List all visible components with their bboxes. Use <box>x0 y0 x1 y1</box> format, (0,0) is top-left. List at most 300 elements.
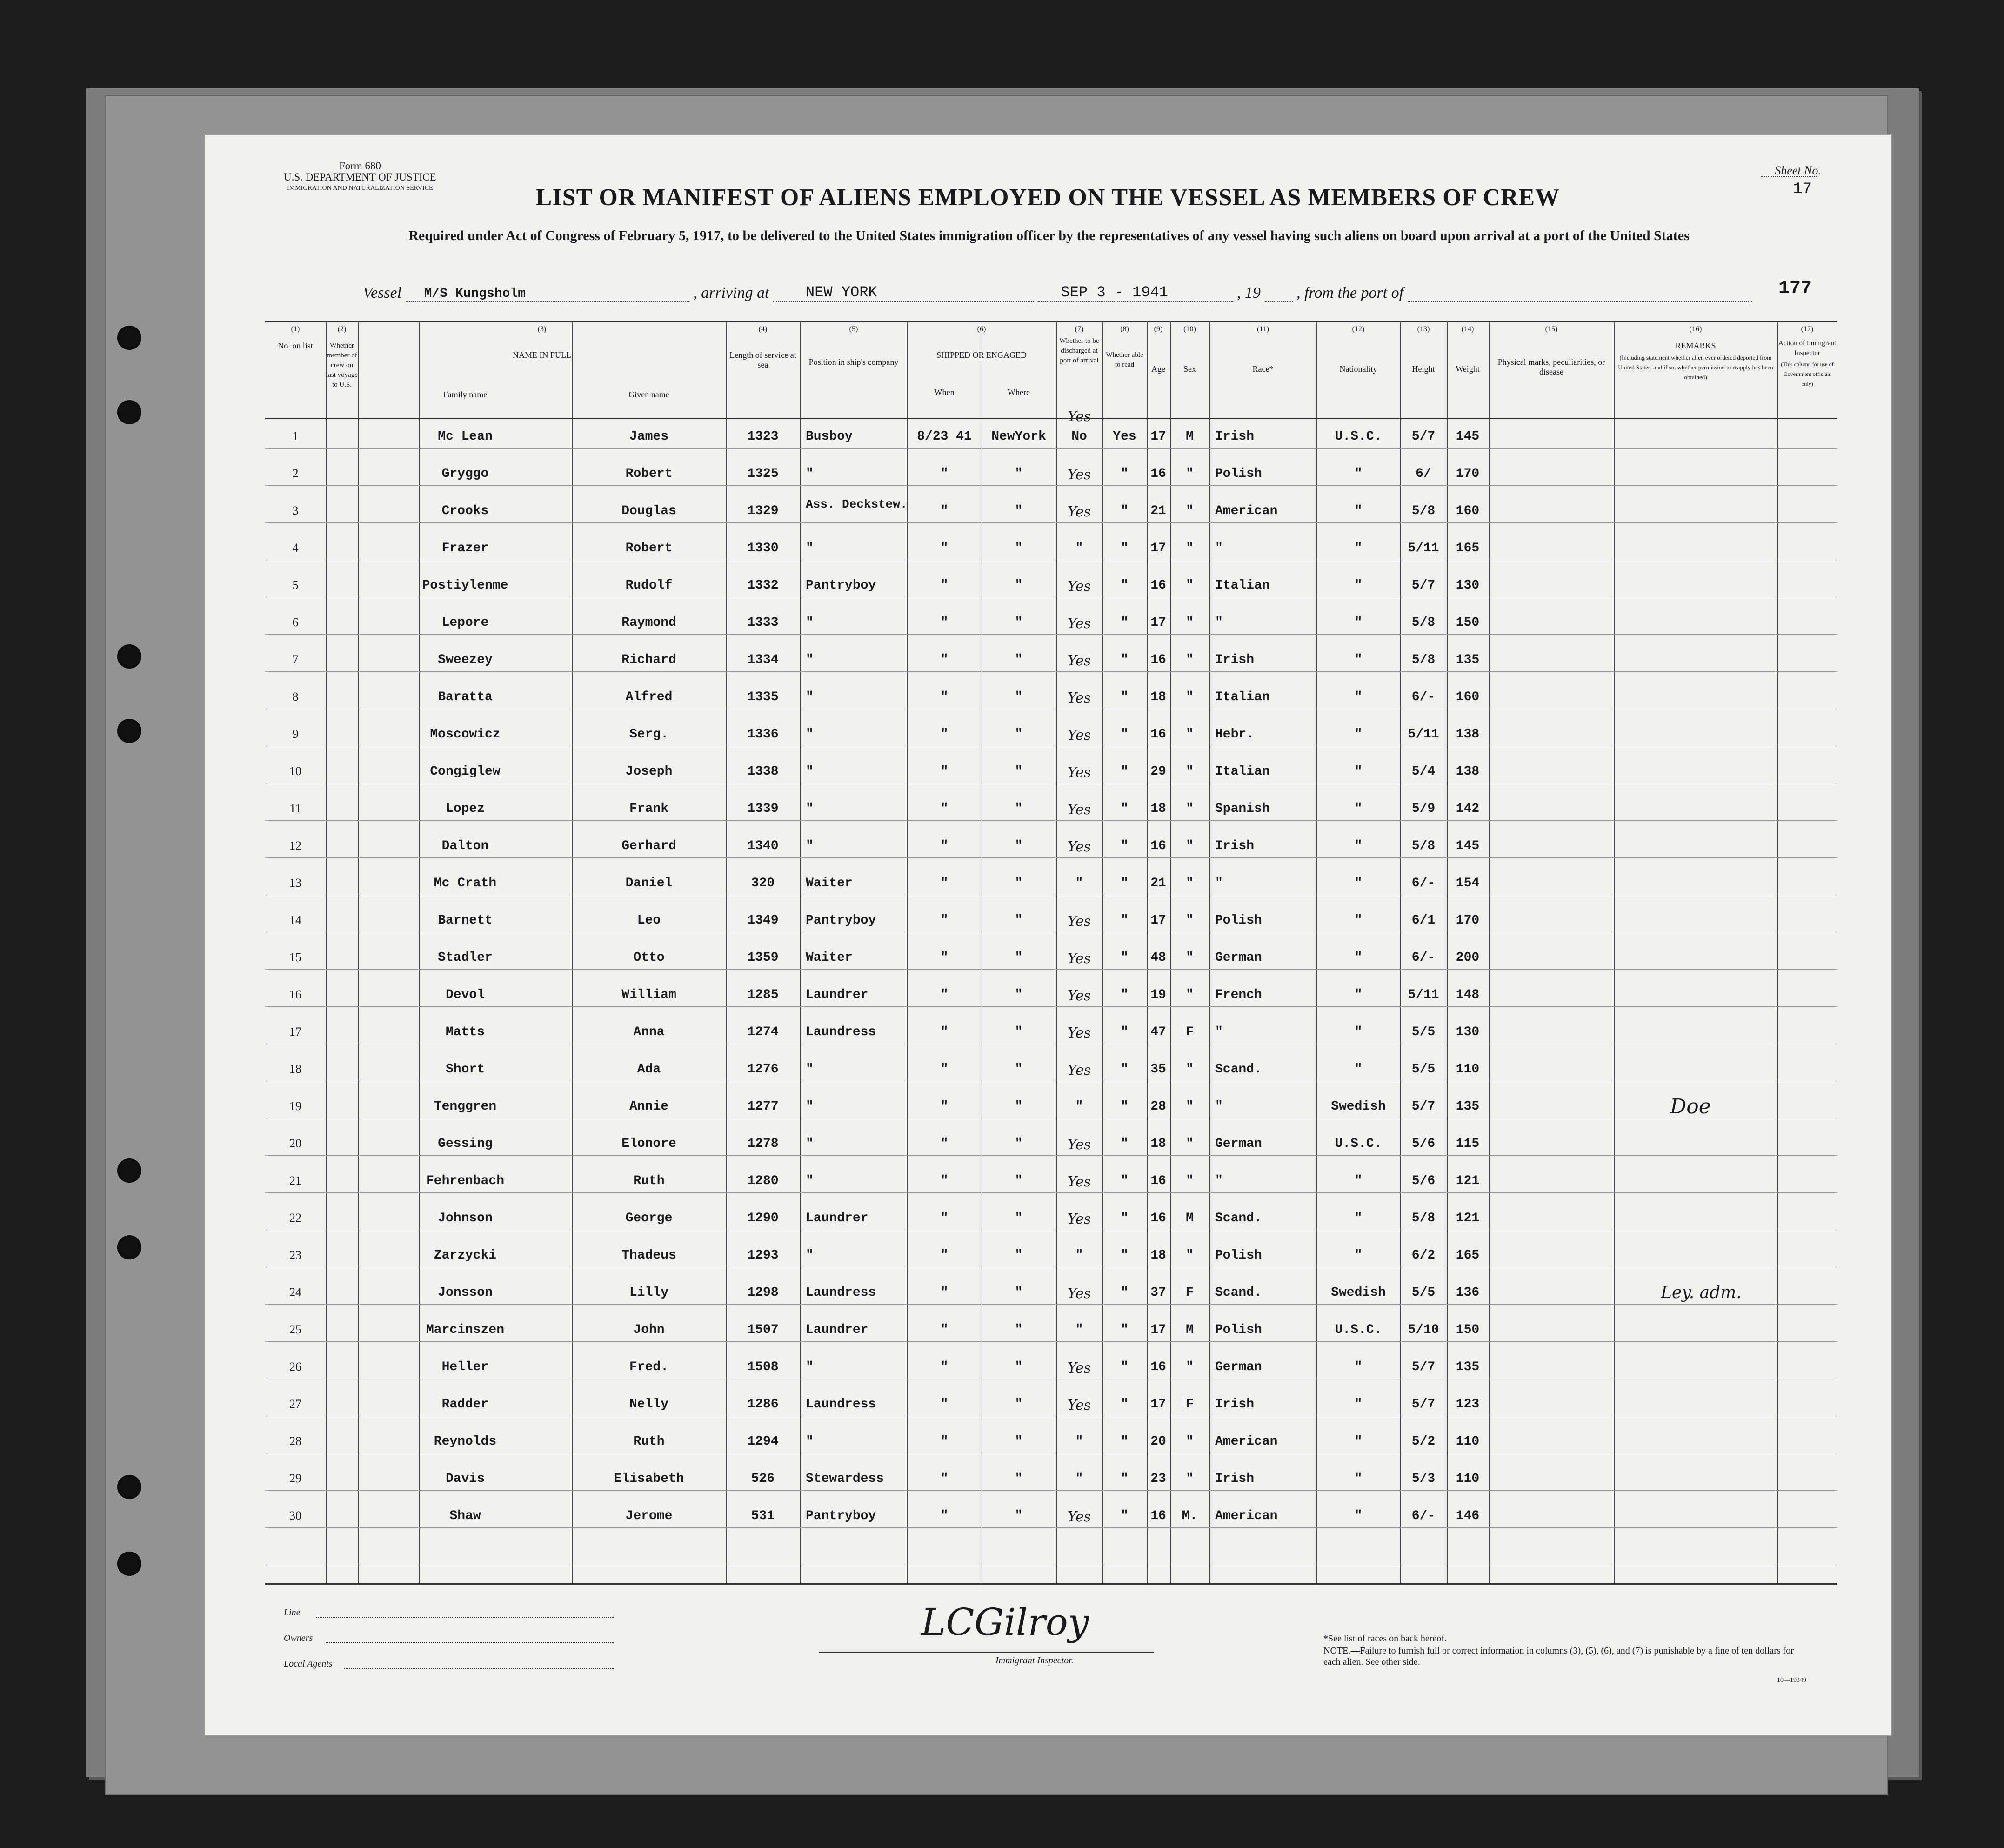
crew-table <box>265 321 1837 1585</box>
cell-given: Jerome <box>625 1509 673 1523</box>
cell-no: 15 <box>289 951 301 964</box>
cell-where: " <box>1015 504 1023 518</box>
cell-family: Barnett <box>438 913 493 928</box>
cell-when: " <box>940 839 949 853</box>
col-height-header: Height <box>1412 364 1435 374</box>
cell-discharged: " <box>1075 1434 1083 1449</box>
cell-when: " <box>940 1211 949 1225</box>
row-line <box>265 1006 1837 1007</box>
cell-discharged: Yes <box>1067 1137 1091 1153</box>
cell-given: Ruth <box>633 1174 665 1188</box>
cell-when: " <box>940 1434 949 1449</box>
cell-given: Elisabeth <box>614 1472 684 1486</box>
cell-when: " <box>940 690 949 704</box>
cell-read: " <box>1121 839 1129 853</box>
cell-age: 28 <box>1150 1099 1166 1114</box>
cell-height: 5/5 <box>1411 1062 1436 1077</box>
cell-when: " <box>940 876 949 891</box>
cell-where: " <box>1015 727 1023 742</box>
cell-race: " <box>1215 1099 1223 1114</box>
cell-position: " <box>806 653 814 667</box>
row-line <box>265 969 1837 970</box>
cell-service: 1285 <box>747 988 779 1002</box>
cell-read: " <box>1121 616 1129 630</box>
col-read-header: Whether able to read <box>1106 351 1143 368</box>
cell-age: 16 <box>1150 1360 1166 1374</box>
cell-given: Ruth <box>633 1434 665 1449</box>
cell-discharged: " <box>1075 1472 1083 1486</box>
cell-where: " <box>1015 1286 1023 1300</box>
cell-age: 16 <box>1150 1211 1166 1225</box>
cell-sex: " <box>1186 467 1194 481</box>
remark-handwritten: Ley. adm. <box>1661 1283 1742 1302</box>
cell-no: 10 <box>289 764 301 778</box>
form-code: 10—19349 <box>1777 1677 1806 1684</box>
cell-race: Irish <box>1215 839 1255 853</box>
cell-height: 5/8 <box>1411 1211 1436 1225</box>
cell-weight: 110 <box>1456 1472 1480 1486</box>
cell-service: 1338 <box>747 764 779 779</box>
col-service-header: Length of service at sea <box>729 350 796 369</box>
cell-sex: M <box>1186 1323 1194 1337</box>
cell-sex: " <box>1186 988 1194 1002</box>
cell-weight: 146 <box>1456 1509 1480 1523</box>
col-action-note: (This column for use of Government officials only) <box>1781 361 1834 387</box>
cell-family: Zarzycki <box>434 1248 497 1263</box>
cell-position: Laundrer <box>806 1211 868 1225</box>
cell-height: 5/5 <box>1411 1286 1436 1300</box>
cell-age: 17 <box>1150 429 1166 444</box>
cell-service: 1336 <box>747 727 779 742</box>
cell-where: " <box>1015 578 1023 593</box>
cell-where: " <box>1015 913 1023 928</box>
col-given-name-header: Given name <box>628 390 669 399</box>
cell-when: 8/23 41 <box>917 429 972 444</box>
column-divider <box>1777 322 1778 1583</box>
cell-age: 20 <box>1150 1434 1166 1449</box>
binder-hole <box>117 719 141 743</box>
cell-position: Stewardess <box>806 1472 884 1486</box>
cell-sex: F <box>1186 1286 1194 1300</box>
cell-service: 1286 <box>747 1397 779 1412</box>
cell-when: " <box>940 467 949 481</box>
cell-age: 17 <box>1150 616 1166 630</box>
cell-discharged: " <box>1075 1323 1083 1337</box>
cell-race: Irish <box>1215 429 1255 444</box>
binder-hole <box>117 644 141 669</box>
cell-when: " <box>940 1099 949 1114</box>
col-action-header: Action of Immigrant Inspector <box>1778 340 1837 357</box>
cell-when: " <box>940 1323 949 1337</box>
cell-position: Laundrer <box>806 988 868 1002</box>
cell-where: " <box>1015 1137 1023 1151</box>
cell-weight: 145 <box>1456 839 1480 853</box>
cell-read: " <box>1121 1211 1129 1225</box>
cell-given: William <box>621 988 676 1002</box>
cell-service: 1294 <box>747 1434 779 1449</box>
cell-position: Waiter <box>806 876 853 891</box>
cell-given: Alfred <box>625 690 673 704</box>
cell-when: " <box>940 504 949 518</box>
col-family-name-header: Family name <box>443 390 488 399</box>
cell-discharged: " <box>1075 876 1083 891</box>
row-line <box>265 634 1837 635</box>
col-sex-header: Sex <box>1183 364 1196 374</box>
discharged-correction: Yes <box>1068 408 1091 425</box>
cell-sex: " <box>1186 1434 1194 1449</box>
cell-where: " <box>1015 1360 1023 1374</box>
cell-position: " <box>806 764 814 779</box>
cell-service: 1349 <box>747 913 779 928</box>
cell-where: " <box>1015 1509 1023 1523</box>
cell-height: 5/2 <box>1411 1434 1436 1449</box>
cell-weight: 138 <box>1456 764 1480 779</box>
cell-age: 18 <box>1150 802 1166 816</box>
cell-position: Waiter <box>806 951 853 965</box>
cell-race: American <box>1215 1509 1278 1523</box>
cell-given: James <box>629 429 668 444</box>
cell-given: Frank <box>629 802 668 816</box>
manifest-sheet <box>205 135 1891 1735</box>
cell-weight: 110 <box>1456 1434 1480 1449</box>
cell-no: 6 <box>292 616 299 629</box>
cell-where: " <box>1015 1062 1023 1077</box>
cell-where: " <box>1015 467 1023 481</box>
cell-age: 48 <box>1150 951 1166 965</box>
cell-race: " <box>1215 876 1223 891</box>
cell-sex: " <box>1186 1062 1194 1077</box>
column-number: (11) <box>1256 325 1269 333</box>
cell-where: " <box>1015 802 1023 816</box>
cell-height: 5/3 <box>1411 1472 1436 1486</box>
cell-height: 5/7 <box>1411 429 1436 444</box>
row-line <box>265 671 1837 672</box>
row-line <box>265 1192 1837 1193</box>
cell-discharged: Yes <box>1067 504 1091 520</box>
cell-weight: 130 <box>1456 578 1480 593</box>
cell-height: 5/8 <box>1411 616 1436 630</box>
cell-service: 1293 <box>747 1248 779 1263</box>
row-line <box>265 857 1837 858</box>
cell-weight: 150 <box>1456 616 1480 630</box>
header-divider <box>265 418 1837 419</box>
cell-family: Mc Lean <box>438 429 493 444</box>
document-title: LIST OR MANIFEST OF ALIENS EMPLOYED ON THE VESSEL AS MEMBERS OF CREW <box>535 184 1560 211</box>
cell-read: " <box>1121 876 1129 891</box>
cell-weight: 135 <box>1456 1099 1480 1114</box>
cell-read: " <box>1121 802 1129 816</box>
cell-sex: " <box>1186 951 1194 965</box>
cell-when: " <box>940 616 949 630</box>
cell-weight: 200 <box>1456 951 1480 965</box>
cell-nationality: " <box>1354 951 1363 965</box>
cell-discharged: Yes <box>1067 1286 1091 1302</box>
column-number: (5) <box>849 325 858 333</box>
cell-nationality: " <box>1354 653 1363 667</box>
column-number: (15) <box>1545 325 1558 333</box>
cell-family: Jonsson <box>438 1286 493 1300</box>
cell-position: " <box>806 1360 814 1374</box>
cell-sex: M <box>1186 429 1194 444</box>
line-label: Line <box>284 1607 301 1618</box>
cell-family: Davis <box>445 1472 485 1486</box>
cell-family: Marcinszen <box>426 1323 505 1337</box>
cell-race: Scand. <box>1215 1211 1262 1225</box>
cell-sex: " <box>1186 764 1194 779</box>
cell-sex: " <box>1186 876 1194 891</box>
cell-position: Laundress <box>806 1286 876 1300</box>
cell-position: Pantryboy <box>806 1509 876 1523</box>
cell-family: Frazer <box>441 541 489 556</box>
cell-age: 21 <box>1150 504 1166 518</box>
cell-no: 1 <box>292 429 299 443</box>
row-line <box>265 1155 1837 1156</box>
cell-given: Daniel <box>625 876 673 891</box>
column-divider <box>326 322 327 1583</box>
cell-service: 1330 <box>747 541 779 556</box>
cell-weight: 115 <box>1456 1137 1480 1151</box>
cell-sex: " <box>1186 1360 1194 1374</box>
cell-where: " <box>1015 1472 1023 1486</box>
cell-where: " <box>1015 876 1023 891</box>
col-physical-header: Physical marks, peculiarities, or disease <box>1497 357 1605 376</box>
cell-nationality: " <box>1354 988 1363 1002</box>
cell-height: 5/8 <box>1411 839 1436 853</box>
cell-age: 37 <box>1150 1286 1166 1300</box>
year-label: , 19 <box>1237 284 1261 301</box>
column-number: (9) <box>1154 325 1163 333</box>
service: IMMIGRATION AND NATURALIZATION SERVICE <box>287 185 433 192</box>
binder-hole <box>117 1552 141 1576</box>
column-number: (12) <box>1352 325 1365 333</box>
cell-discharged: " <box>1075 1248 1083 1263</box>
cell-read: " <box>1121 578 1129 593</box>
cell-family: Gryggo <box>441 467 489 481</box>
cell-given: Otto <box>633 951 665 965</box>
cell-no: 23 <box>289 1248 301 1262</box>
cell-sex: " <box>1186 504 1194 518</box>
cell-age: 16 <box>1150 839 1166 853</box>
col-discharged-header: Whether to be discharged at port of arrival <box>1059 337 1099 364</box>
cell-height: 5/10 <box>1408 1323 1439 1337</box>
cell-race: " <box>1215 616 1223 630</box>
cell-discharged: Yes <box>1067 802 1091 818</box>
row-line <box>265 1341 1837 1342</box>
cell-when: " <box>940 913 949 928</box>
cell-weight: 135 <box>1456 1360 1480 1374</box>
cell-when: " <box>940 578 949 593</box>
cell-when: " <box>940 727 949 742</box>
cell-height: 5/6 <box>1411 1137 1436 1151</box>
binder-hole <box>117 400 141 424</box>
cell-age: 23 <box>1150 1472 1166 1486</box>
cell-sex: " <box>1186 616 1194 630</box>
cell-read: " <box>1121 764 1129 779</box>
cell-race: Polish <box>1215 1248 1262 1263</box>
cell-where: " <box>1015 764 1023 779</box>
cell-no: 30 <box>289 1509 301 1522</box>
cell-family: Radder <box>441 1397 489 1412</box>
cell-no: 12 <box>289 839 301 852</box>
column-number: (13) <box>1417 325 1430 333</box>
col-when-header: When <box>934 388 955 397</box>
cell-weight: 150 <box>1456 1323 1480 1337</box>
binder-hole <box>117 1235 141 1259</box>
cell-age: 19 <box>1150 988 1166 1002</box>
cell-discharged: Yes <box>1067 1025 1091 1041</box>
cell-discharged: Yes <box>1067 653 1091 669</box>
cell-weight: 123 <box>1456 1397 1480 1412</box>
cell-age: 17 <box>1150 1323 1166 1337</box>
row-line <box>265 522 1837 523</box>
cell-race: " <box>1215 1174 1223 1188</box>
cell-family: Lopez <box>445 802 485 816</box>
cell-height: 5/8 <box>1411 653 1436 667</box>
cell-where: " <box>1015 653 1023 667</box>
cell-nationality: " <box>1354 1248 1363 1263</box>
cell-read: " <box>1121 1099 1129 1114</box>
cell-weight: 130 <box>1456 1025 1480 1039</box>
cell-given: Gerhard <box>621 839 676 853</box>
cell-position: Laundress <box>806 1025 876 1039</box>
col-position-header: Position in ship's company <box>808 357 899 367</box>
cell-service: 1280 <box>747 1174 779 1188</box>
cell-service: 1340 <box>747 839 779 853</box>
cell-nationality: Swedish <box>1331 1286 1386 1300</box>
cell-discharged: Yes <box>1067 467 1091 483</box>
cell-read: " <box>1121 988 1129 1002</box>
cell-read: " <box>1121 1248 1129 1263</box>
cell-discharged: Yes <box>1067 988 1091 1004</box>
column-number: (7) <box>1075 325 1084 333</box>
cell-height: 6/1 <box>1411 913 1436 928</box>
cell-age: 16 <box>1150 578 1166 593</box>
cell-nationality: " <box>1354 764 1363 779</box>
cell-read: " <box>1121 1286 1129 1300</box>
cell-discharged: No <box>1071 429 1087 444</box>
arriving-label: , arriving at <box>693 284 769 301</box>
cell-height: 6/ <box>1416 467 1431 481</box>
cell-family: Reynolds <box>434 1434 497 1449</box>
cell-weight: 121 <box>1456 1211 1480 1225</box>
cell-given: Raymond <box>621 616 676 630</box>
cell-position: " <box>806 1174 814 1188</box>
cell-weight: 165 <box>1456 1248 1480 1263</box>
col-no-header: No. on list <box>278 341 313 350</box>
cell-sex: " <box>1186 1174 1194 1188</box>
cell-when: " <box>940 1174 949 1188</box>
cell-given: Anna <box>633 1025 665 1039</box>
cell-read: " <box>1121 1472 1129 1486</box>
cell-no: 17 <box>289 1025 301 1038</box>
cell-position: " <box>806 839 814 853</box>
col-age-header: Age <box>1151 364 1165 374</box>
cell-discharged: Yes <box>1067 727 1091 743</box>
column-number: (8) <box>1120 325 1129 333</box>
cell-position: Ass. Deckstew. <box>806 497 908 511</box>
cell-service: 1276 <box>747 1062 779 1077</box>
cell-service: 1335 <box>747 690 779 704</box>
column-number: (1) <box>291 325 300 333</box>
cell-where: " <box>1015 616 1023 630</box>
cell-family: Crooks <box>441 504 489 518</box>
cell-discharged: Yes <box>1067 764 1091 781</box>
cell-no: 20 <box>289 1137 301 1150</box>
cell-read: " <box>1121 951 1129 965</box>
cell-discharged: Yes <box>1067 1211 1091 1227</box>
cell-sex: F <box>1186 1025 1194 1039</box>
col-race-header: Race* <box>1252 364 1274 374</box>
cell-where: " <box>1015 1248 1023 1263</box>
cell-position: Laundress <box>806 1397 876 1412</box>
cell-height: 5/7 <box>1411 578 1436 593</box>
cell-family: Lepore <box>441 616 489 630</box>
cell-discharged: " <box>1075 541 1083 556</box>
cell-nationality: Swedish <box>1331 1099 1386 1114</box>
sheet-no-label: Sheet No. <box>1775 164 1821 177</box>
cell-no: 25 <box>289 1323 301 1336</box>
inspector-signature: LCGilroy <box>921 1600 1089 1644</box>
cell-race: Polish <box>1215 1323 1262 1337</box>
cell-read: " <box>1121 1397 1129 1412</box>
cell-sex: M. <box>1182 1509 1198 1523</box>
cell-sex: " <box>1186 653 1194 667</box>
cell-read: " <box>1121 1434 1129 1449</box>
cell-sex: " <box>1186 1472 1194 1486</box>
cell-no: 13 <box>289 876 301 890</box>
cell-weight: 121 <box>1456 1174 1480 1188</box>
cell-sex: " <box>1186 690 1194 704</box>
cell-age: 17 <box>1150 1397 1166 1412</box>
cell-where: " <box>1015 839 1023 853</box>
cell-when: " <box>940 951 949 965</box>
cell-given: Lilly <box>629 1286 668 1300</box>
cell-position: " <box>806 1137 814 1151</box>
column-number: (16) <box>1689 325 1702 333</box>
cell-weight: 142 <box>1456 802 1480 816</box>
cell-race: German <box>1215 1360 1262 1374</box>
cell-no: 2 <box>292 467 299 480</box>
cell-height: 5/11 <box>1408 727 1439 742</box>
cell-height: 5/7 <box>1411 1360 1436 1374</box>
cell-family: Moscowicz <box>430 727 501 742</box>
column-number: (6) <box>977 325 986 333</box>
cell-service: 1339 <box>747 802 779 816</box>
column-number: (3) <box>537 325 547 333</box>
cell-given: Thadeus <box>621 1248 676 1263</box>
cell-where: " <box>1015 951 1023 965</box>
cell-no: 7 <box>292 653 299 666</box>
cell-weight: 154 <box>1456 876 1480 891</box>
cell-nationality: " <box>1354 690 1363 704</box>
binder-hole <box>117 1475 141 1499</box>
cell-nationality: " <box>1354 1472 1363 1486</box>
cell-service: 1290 <box>747 1211 779 1225</box>
cell-weight: 110 <box>1456 1062 1480 1077</box>
cell-age: 18 <box>1150 1137 1166 1151</box>
cell-nationality: " <box>1354 616 1363 630</box>
cell-given: Annie <box>629 1099 668 1114</box>
cell-race: American <box>1215 504 1278 518</box>
cell-race: Irish <box>1215 1472 1255 1486</box>
row-line <box>265 1490 1837 1491</box>
cell-position: Pantryboy <box>806 913 876 928</box>
cell-no: 27 <box>289 1397 301 1411</box>
cell-race: German <box>1215 1137 1262 1151</box>
row-line <box>265 1527 1837 1528</box>
arriving-port: NEW YORK <box>806 284 877 301</box>
cell-family: Fehrenbach <box>426 1174 505 1188</box>
